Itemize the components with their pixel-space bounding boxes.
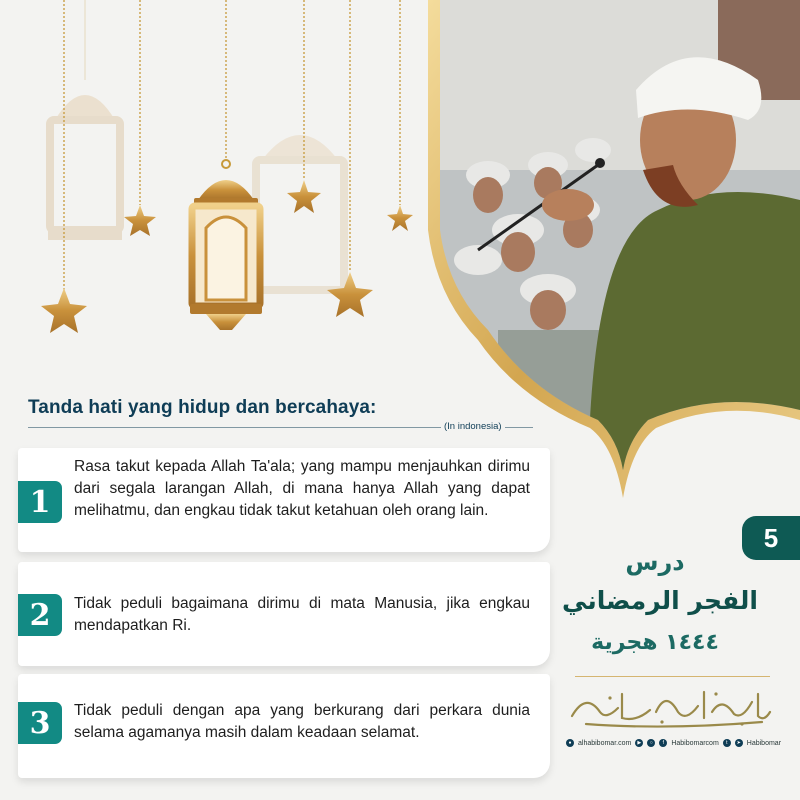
list-item	[18, 448, 550, 552]
series-title: الفجر الرمضاني	[562, 586, 758, 615]
page-title: Tanda hati yang hidup dan bercahaya:	[28, 397, 377, 418]
point-number: 3	[18, 702, 62, 744]
lantern-icon	[190, 160, 262, 330]
divider	[575, 676, 770, 677]
hijri-year: ١٤٤٤ هجرية	[591, 630, 719, 655]
calligraphy-signature	[566, 682, 774, 730]
instagram-icon[interactable]: ○	[647, 739, 655, 747]
episode-badge: 5	[742, 516, 800, 560]
point-text: Tidak peduli bagaimana dirimu di mata Manusia, jika engkau mendapatkan Ri.	[74, 595, 530, 634]
lesson-label: درس	[625, 548, 685, 576]
point-text: Tidak peduli dengan apa yang berkurang dari perkara dunia selama agamanya masih dalam keadaan selamat.	[74, 702, 530, 741]
telegram-icon[interactable]: ➤	[736, 740, 741, 746]
list-item	[18, 562, 550, 666]
lantern-icon	[48, 0, 122, 240]
facebook-icon[interactable]: f	[659, 739, 667, 747]
social-handle[interactable]: Habibomarcom	[671, 739, 719, 747]
point-text: Rasa takut kepada Allah Ta'ala; yang mampu menjauhkan dirimu dari segala larangan Allah, di mana hanya Allah yang dapat melihatmu, dan engkau tidak takut ketahuan oleh orang lain.	[74, 458, 530, 519]
website-link[interactable]: alhabibomar.com	[578, 739, 632, 747]
twitter-icon[interactable]: t	[723, 739, 731, 747]
point-number: 1	[18, 481, 62, 523]
social-handle[interactable]: Habibomar	[746, 739, 782, 747]
language-note: (In indonesia)	[441, 421, 505, 432]
list-item	[18, 674, 550, 778]
globe-icon: ●	[566, 739, 574, 747]
footer-social	[566, 736, 796, 750]
youtube-icon[interactable]: ▶	[635, 739, 643, 747]
lantern-decoration	[0, 0, 440, 380]
point-number: 2	[18, 594, 62, 636]
